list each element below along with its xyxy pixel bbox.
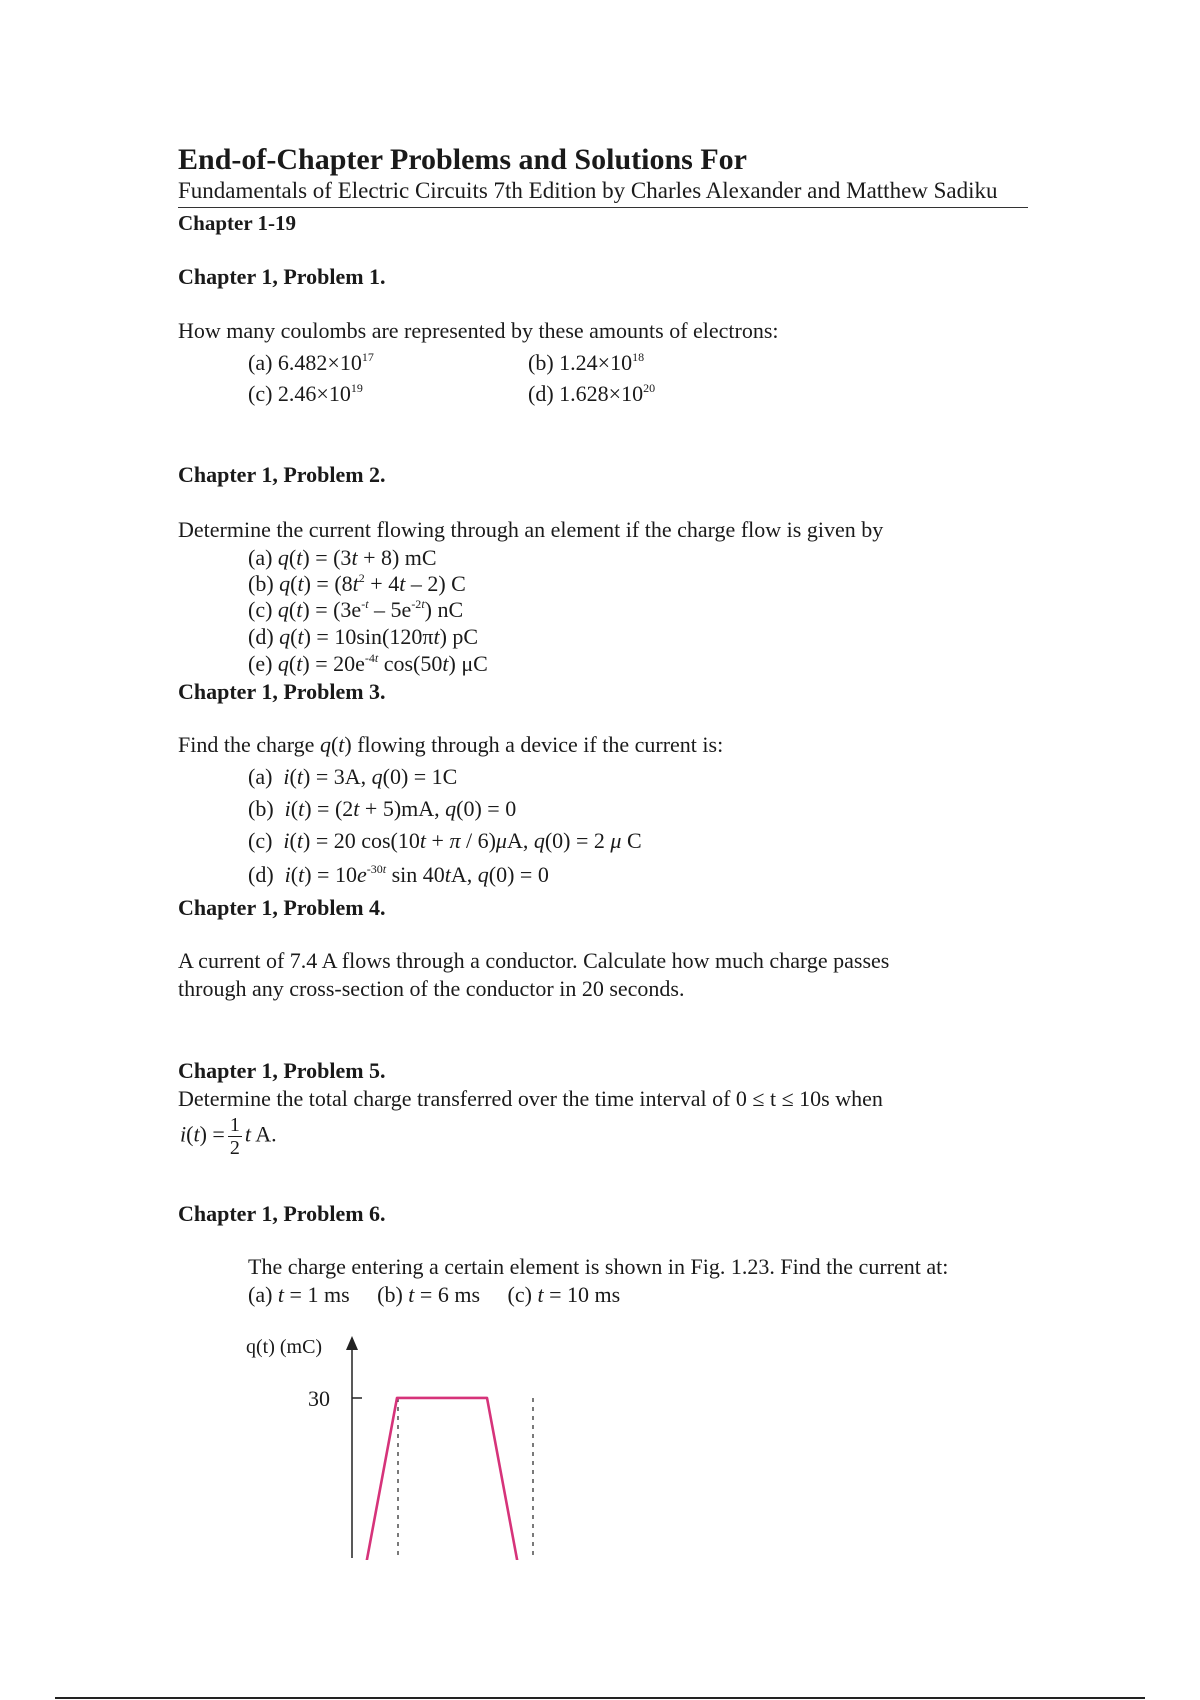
document-title: End-of-Chapter Problems and Solutions For <box>178 143 747 176</box>
problem-2-item-c: (c) $q(t) = (3e^{-t} - 5e^{-2t})$ nC <box>248 597 464 622</box>
problem-2-item-d: (d) q(t) = 10sin(120πt) pC <box>248 624 479 649</box>
problem-2-item-e: (e) $q(t) = 20e^{-4t}$ cos(50t) μC <box>248 651 488 676</box>
chapter-range: Chapter 1-19 <box>178 211 297 235</box>
problem-5-heading: Chapter 1, Problem 5. <box>178 1058 386 1083</box>
header-rule <box>178 207 1028 208</box>
problem-4-heading: Chapter 1, Problem 4. <box>178 895 386 920</box>
charge-curve <box>352 1398 532 1560</box>
problem-6-parts: (a) t = 1 ms (b) t = 6 ms (c) t = 10 ms <box>248 1282 621 1307</box>
y-axis-label: q(t) (mC) <box>246 1336 323 1358</box>
problem-1-item-b: (b) $1.24\times 10^{18}$ <box>528 350 645 375</box>
problem-2-item-b: (b) $q(t) = (8t^2 + 4t - 2)$ C <box>248 571 466 596</box>
problem-1-item-d: (d) $1.628\times 10^{20}$ <box>528 381 656 406</box>
y-tick-label: 30 <box>308 1386 330 1411</box>
problem-3-item-c: (c) i(t) = 20 cos(10t + π / 6)μA, q(0) = 2 μ C <box>248 828 642 853</box>
problem-1-item-a: (a) $6.482\times 10^{17}$ <box>248 350 374 375</box>
problem-4-line-1: A current of 7.4 A flows through a conductor. Calculate how much charge passes <box>178 948 890 973</box>
problem-6-text: The charge entering a certain element is shown in Fig. 1.23. Find the current at: <box>248 1254 949 1279</box>
problem-6-heading: Chapter 1, Problem 6. <box>178 1201 386 1226</box>
problem-1-text: How many coulombs are represented by these amounts of electrons: <box>178 318 779 343</box>
problem-2-text: Determine the current flowing through an element if the charge flow is given by <box>178 517 884 542</box>
problem-3-item-a: (a) i(t) = 3A, q(0) = 1C <box>248 764 458 789</box>
problem-3-item-d: (d) $i(t) = 10e^{-30t}$ sin 40tA, q(0) = 0 <box>248 862 549 887</box>
fraction: $\frac{1}{2}$ <box>229 1114 240 1159</box>
problem-2-item-a: (a) q(t) = (3t + 8) mC <box>248 545 437 570</box>
problem-1-heading: Chapter 1, Problem 1. <box>178 264 386 289</box>
charge-graph <box>240 1330 660 1560</box>
problem-3-text: Find the charge q(t) flowing through a device if the current is: <box>178 732 724 757</box>
document-subtitle: Fundamentals of Electric Circuits 7th Edition by Charles Alexander and Matthew Sadiku <box>178 178 998 203</box>
problem-4-line-2: through any cross-section of the conductor in 20 seconds. <box>178 976 685 1001</box>
problem-5-text: Determine the total charge transferred over the time interval of 0 ≤ t ≤ 10s when <box>178 1086 883 1111</box>
problem-3-heading: Chapter 1, Problem 3. <box>178 679 386 704</box>
problem-5-equation: i(t) = $\frac{1}{2}$ t A. <box>180 1114 277 1159</box>
footer-rule <box>55 1697 1145 1699</box>
problem-2-heading: Chapter 1, Problem 2. <box>178 462 386 487</box>
problem-3-item-b: (b) i(t) = (2t + 5)mA, q(0) = 0 <box>248 796 517 821</box>
y-axis-arrow-icon <box>346 1336 358 1350</box>
problem-1-item-c: (c) $2.46\times 10^{19}$ <box>248 381 363 406</box>
